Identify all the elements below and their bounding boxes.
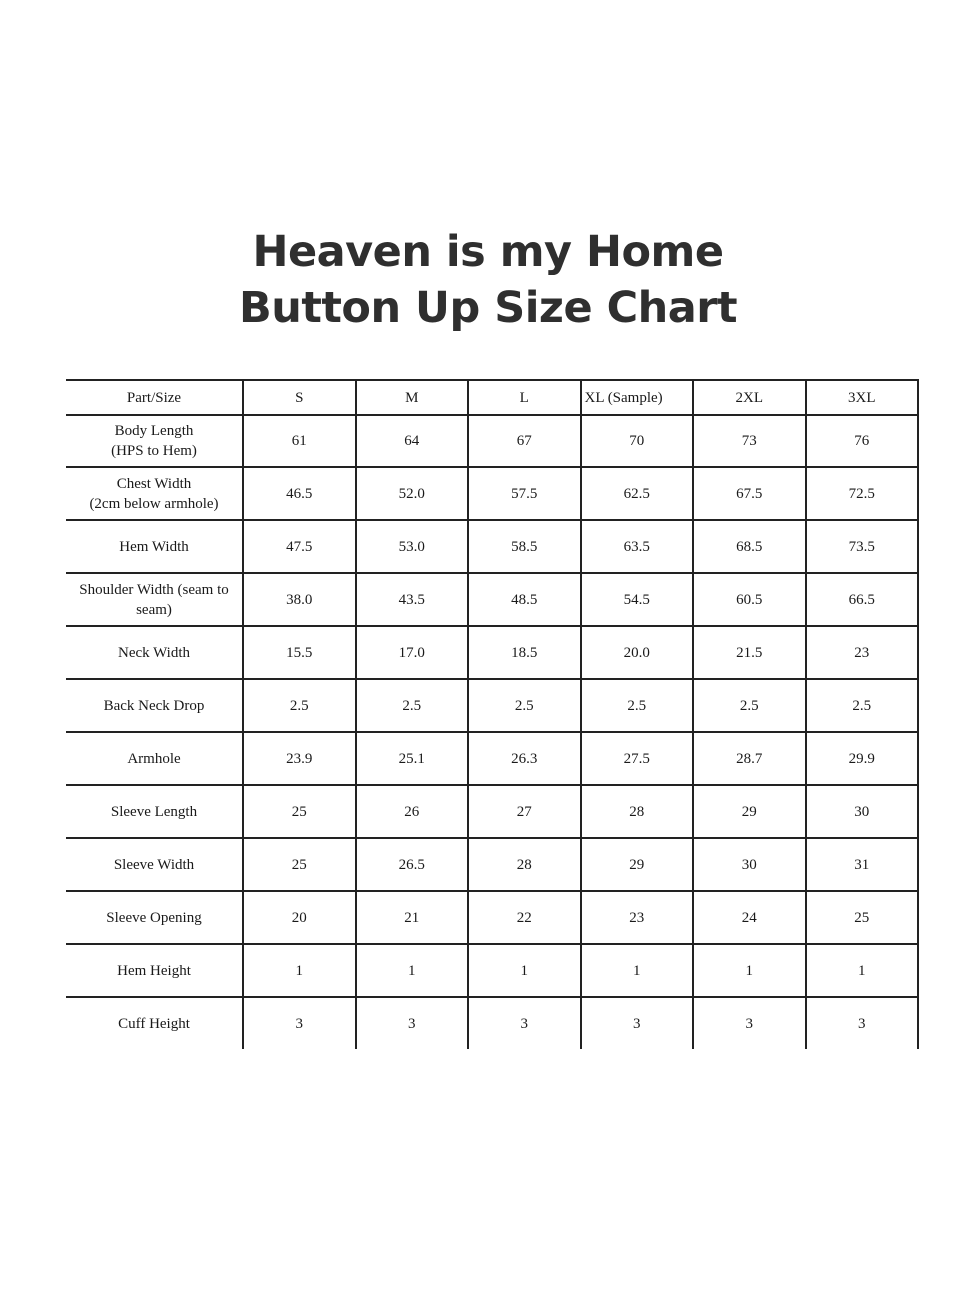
row-part-label: Body Length (HPS to Hem)	[66, 415, 243, 467]
measurement-cell: 28.7	[693, 732, 806, 785]
measurement-cell: 3	[468, 997, 581, 1049]
measurement-cell: 28	[581, 785, 694, 838]
measurement-cell: 2.5	[468, 679, 581, 732]
measurement-cell: 47.5	[243, 520, 356, 573]
measurement-cell: 1	[243, 944, 356, 997]
row-part-label: Chest Width (2cm below armhole)	[66, 467, 243, 520]
row-part-label: Sleeve Opening	[66, 891, 243, 944]
measurement-cell: 68.5	[693, 520, 806, 573]
measurement-cell: 43.5	[356, 573, 469, 626]
measurement-cell: 3	[693, 997, 806, 1049]
header-size: L	[468, 380, 581, 415]
measurement-cell: 72.5	[806, 467, 919, 520]
measurement-cell: 58.5	[468, 520, 581, 573]
measurement-cell: 29.9	[806, 732, 919, 785]
measurement-cell: 26	[356, 785, 469, 838]
measurement-cell: 22	[468, 891, 581, 944]
measurement-cell: 29	[693, 785, 806, 838]
table-row	[66, 415, 918, 467]
page-title	[0, 224, 976, 336]
measurement-cell: 30	[693, 838, 806, 891]
measurement-cell: 2.5	[356, 679, 469, 732]
measurement-cell: 67.5	[693, 467, 806, 520]
row-part-label: Sleeve Width	[66, 838, 243, 891]
measurement-cell: 38.0	[243, 573, 356, 626]
header-row	[66, 380, 918, 415]
measurement-cell: 27.5	[581, 732, 694, 785]
measurement-cell: 26.5	[356, 838, 469, 891]
measurement-cell: 1	[581, 944, 694, 997]
measurement-cell: 67	[468, 415, 581, 467]
measurement-cell: 2.5	[581, 679, 694, 732]
row-part-label: Hem Height	[66, 944, 243, 997]
row-part-label: Armhole	[66, 732, 243, 785]
measurement-cell: 25	[806, 891, 919, 944]
measurement-cell: 46.5	[243, 467, 356, 520]
measurement-cell: 62.5	[581, 467, 694, 520]
measurement-cell: 53.0	[356, 520, 469, 573]
measurement-cell: 2.5	[243, 679, 356, 732]
header-part-size: Part/Size	[66, 380, 243, 415]
header-size: 2XL	[693, 380, 806, 415]
table-row	[66, 467, 918, 520]
measurement-cell: 1	[356, 944, 469, 997]
measurement-cell: 70	[581, 415, 694, 467]
row-part-label: Shoulder Width (seam to seam)	[66, 573, 243, 626]
measurement-cell: 2.5	[806, 679, 919, 732]
header-size: 3XL	[806, 380, 919, 415]
title-line-1: Heaven is my Home	[252, 227, 724, 277]
measurement-cell: 21	[356, 891, 469, 944]
measurement-cell: 18.5	[468, 626, 581, 679]
measurement-cell: 25	[243, 838, 356, 891]
measurement-cell: 48.5	[468, 573, 581, 626]
measurement-cell: 24	[693, 891, 806, 944]
measurement-cell: 61	[243, 415, 356, 467]
measurement-cell: 23	[581, 891, 694, 944]
table-row	[66, 626, 918, 679]
measurement-cell: 28	[468, 838, 581, 891]
measurement-cell: 26.3	[468, 732, 581, 785]
measurement-cell: 1	[806, 944, 919, 997]
measurement-cell: 3	[243, 997, 356, 1049]
measurement-cell: 3	[806, 997, 919, 1049]
measurement-cell: 52.0	[356, 467, 469, 520]
measurement-cell: 17.0	[356, 626, 469, 679]
table-row	[66, 520, 918, 573]
measurement-cell: 1	[693, 944, 806, 997]
measurement-cell: 20	[243, 891, 356, 944]
title-line-2: Button Up Size Chart	[238, 283, 738, 333]
measurement-cell: 3	[581, 997, 694, 1049]
table-row	[66, 785, 918, 838]
table-row	[66, 997, 918, 1049]
measurement-cell: 21.5	[693, 626, 806, 679]
table-row	[66, 573, 918, 626]
row-part-label: Sleeve Length	[66, 785, 243, 838]
measurement-cell: 54.5	[581, 573, 694, 626]
measurement-cell: 30	[806, 785, 919, 838]
measurement-cell: 76	[806, 415, 919, 467]
table-row	[66, 679, 918, 732]
measurement-cell: 25	[243, 785, 356, 838]
size-chart-table	[66, 379, 919, 1049]
measurement-cell: 73	[693, 415, 806, 467]
measurement-cell: 25.1	[356, 732, 469, 785]
table-row	[66, 891, 918, 944]
row-part-label: Back Neck Drop	[66, 679, 243, 732]
row-part-label: Neck Width	[66, 626, 243, 679]
measurement-cell: 63.5	[581, 520, 694, 573]
measurement-cell: 27	[468, 785, 581, 838]
header-size: S	[243, 380, 356, 415]
table-row	[66, 944, 918, 997]
measurement-cell: 29	[581, 838, 694, 891]
row-part-label: Hem Width	[66, 520, 243, 573]
measurement-cell: 66.5	[806, 573, 919, 626]
measurement-cell: 23	[806, 626, 919, 679]
measurement-cell: 15.5	[243, 626, 356, 679]
measurement-cell: 2.5	[693, 679, 806, 732]
measurement-cell: 31	[806, 838, 919, 891]
table-row	[66, 838, 918, 891]
row-part-label: Cuff Height	[118, 1015, 190, 1032]
measurement-cell: 60.5	[693, 573, 806, 626]
measurement-cell: 73.5	[806, 520, 919, 573]
measurement-cell: 3	[356, 997, 469, 1049]
measurement-cell: 57.5	[468, 467, 581, 520]
measurement-cell: 20.0	[581, 626, 694, 679]
table-body	[66, 415, 918, 1049]
table-row	[66, 732, 918, 785]
measurement-cell: 1	[468, 944, 581, 997]
header-size: M	[356, 380, 469, 415]
measurement-cell: 64	[356, 415, 469, 467]
header-size: XL (Sample)	[581, 380, 694, 415]
measurement-cell: 23.9	[243, 732, 356, 785]
